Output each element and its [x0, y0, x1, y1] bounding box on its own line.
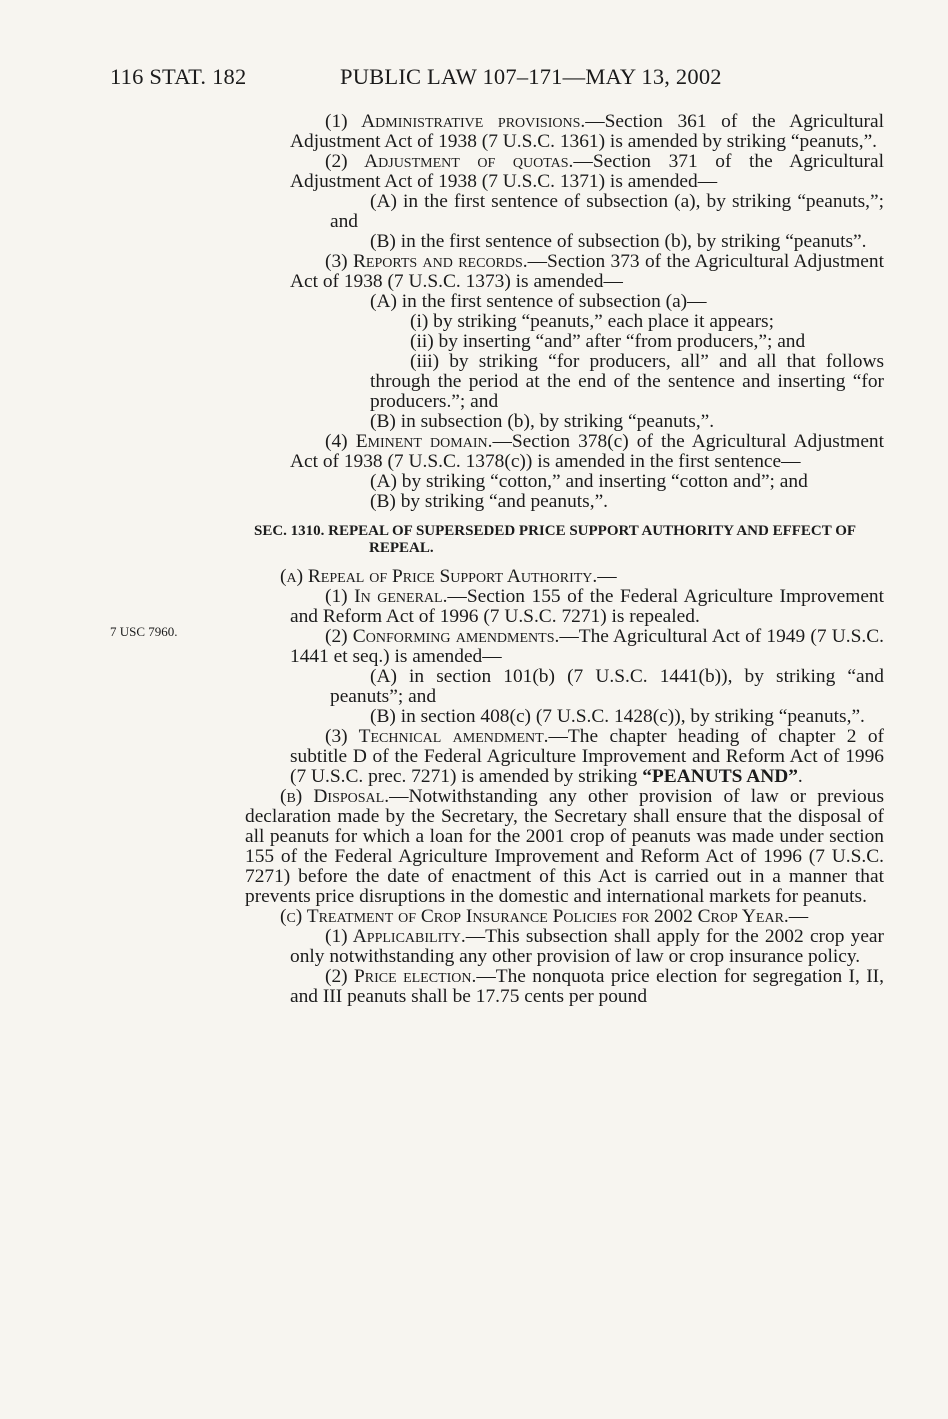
paragraph-heading: (1) Administrative provisions.	[325, 111, 586, 132]
page-reference: 116 STAT. 182	[110, 64, 247, 89]
margin-citation: 7 USC 7960.	[110, 624, 178, 639]
subparagraph: (A) in the first sentence of subsection (a)—	[370, 291, 707, 312]
paragraph-text: —Section 155 of the Federal Agriculture Improvement and Reform Act of 1996 (7 U.S.C. 7271) is repealed.	[290, 586, 885, 627]
paragraph-heading: (1) Applicability.	[325, 926, 466, 947]
subsection-b	[245, 787, 884, 907]
paragraph-heading: (2) Adjustment of quotas.	[325, 151, 574, 172]
clause: (iii) by striking “for producers, all” and all that follows through the period at the end of the sentence and inserting “for producers.”; and	[370, 351, 884, 412]
paragraph-heading: (2) Conforming amendments.	[325, 626, 560, 647]
paragraph-c2	[290, 967, 884, 1007]
section-heading: SEC. 1310. REPEAL OF SUPERSEDED PRICE SUPPORT AUTHORITY AND EFFECT OF REPEAL.	[254, 523, 856, 556]
subparagraph: (B) in section 408(c) (7 U.S.C. 1428(c)), by striking “peanuts,”.	[370, 706, 865, 727]
paragraph-3	[290, 252, 884, 292]
paragraph-text: —This subsection shall apply for the 2002 crop year only notwithstanding any other provision of law or crop insurance policy.	[290, 926, 884, 967]
paragraph-text: —The Agricultural Act of 1949 (7 U.S.C. 1441 et seq.) is amended—	[290, 626, 884, 667]
paragraph-text: —Section 371 of the Agricultural Adjustment Act of 1938 (7 U.S.C. 1371) is amended—	[290, 151, 884, 192]
subsection-a	[245, 567, 884, 587]
subparagraph: (B) in subsection (b), by striking “peanuts,”.	[370, 411, 715, 432]
subsection-dash: —	[597, 566, 617, 587]
paragraph-text: —The nonquota price election for segregation I, II, and III peanuts shall be 17.75 cents per pound	[290, 966, 884, 1007]
subsection-dash: —	[788, 906, 809, 927]
paragraph-text: —Section 378(c) of the Agricultural Adjustment Act of 1938 (7 U.S.C. 1378(c)) is amended in the first sentence—	[290, 431, 885, 472]
paragraph-heading: (1) In general.	[325, 586, 448, 607]
paragraph-heading: (4) Eminent domain.	[325, 431, 493, 452]
paragraph-4	[290, 432, 884, 472]
paragraph-text: —Section 361 of the Agricultural Adjustment Act of 1938 (7 U.S.C. 1361) is amended by striking “peanuts,”.	[290, 111, 884, 152]
subsection-heading: (a) Repeal of Price Support Authority.	[280, 566, 598, 587]
paragraph-end: .	[797, 766, 803, 787]
subsection-heading: (b) Disposal.	[280, 786, 390, 807]
struck-heading-text: “PEANUTS AND”	[642, 766, 798, 787]
paragraph-c1	[290, 927, 884, 967]
paragraph-a2	[290, 627, 884, 667]
subparagraph: (B) by striking “and peanuts,”.	[370, 491, 609, 512]
running-header-title: PUBLIC LAW 107–171—MAY 13, 2002	[340, 64, 722, 89]
subparagraph: (A) in the first sentence of subsection (a), by striking “peanuts,”; and	[330, 191, 884, 232]
subparagraph: (A) in section 101(b) (7 U.S.C. 1441(b)), by striking “and peanuts”; and	[330, 666, 884, 707]
clause: (i) by striking “peanuts,” each place it appears;	[410, 311, 774, 332]
paragraph-1	[290, 112, 884, 152]
paragraph-a3	[290, 727, 884, 787]
subparagraph: (B) in the first sentence of subsection (b), by striking “peanuts”.	[370, 231, 867, 252]
document-body	[245, 111, 885, 1007]
subparagraph: (A) by striking “cotton,” and inserting “cotton and”; and	[370, 471, 808, 492]
paragraph-text: —Section 373 of the Agricultural Adjustment Act of 1938 (7 U.S.C. 1373) is amended—	[290, 251, 884, 292]
paragraph-2	[290, 152, 884, 192]
clause: (ii) by inserting “and” after “from producers,”; and	[410, 331, 806, 352]
subsection-c	[245, 907, 884, 927]
paragraph-a1	[290, 587, 884, 627]
paragraph-heading: (3) Reports and records.	[325, 251, 528, 272]
subsection-heading: (c) Treatment of Crop Insurance Policies for 2002 Crop Year.	[280, 906, 789, 927]
paragraph-heading: (2) Price election.	[325, 966, 477, 987]
paragraph-text: —The chapter heading of chapter 2 of subtitle D of the Federal Agriculture Improvement and Reform Act of 1996 (7 U.S.C. prec. 7271) is amended by striking	[290, 726, 884, 787]
subsection-text: —Notwithstanding any other provision of law or previous declaration made by the Secretary, the Secretary shall ensure that the disposal of all peanuts for which a loan for the 2001 crop of peanuts was made under section 155 of the Federal Agriculture Improvement and Reform Act of 1996 (7 U.S.C. 7271) before the date of enactment of this Act is carried out in a manner that prevents price disruptions in the domestic and international markets for peanuts.	[245, 786, 884, 907]
paragraph-heading: (3) Technical amendment.	[325, 726, 549, 747]
